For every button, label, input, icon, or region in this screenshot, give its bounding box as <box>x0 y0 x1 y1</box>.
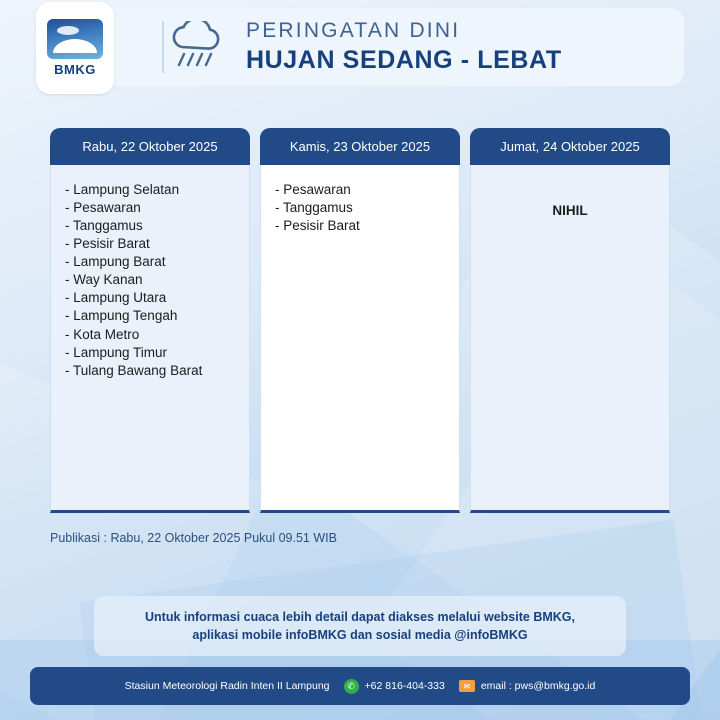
info-line-1: Untuk informasi cuaca lebih detail dapat diakses melalui website BMKG, <box>145 610 575 624</box>
column-date-header: Jumat, 24 Oktober 2025 <box>470 128 670 165</box>
footer-bar <box>30 667 690 705</box>
list-item: - Tanggamus <box>65 218 143 234</box>
info-line-2: aplikasi mobile infoBMKG dan sosial media @infoBMKG <box>192 628 528 643</box>
title-main: PERINGATAN DINI <box>246 19 461 43</box>
station-name: Stasiun Meteorologi Radin Inten II Lampung <box>124 680 330 692</box>
nihil-label: NIHIL <box>552 203 588 218</box>
list-item: - Kota Metro <box>65 326 140 342</box>
header-title-block <box>246 20 562 74</box>
column-region-list <box>260 165 460 513</box>
phone-number: +62 816-404-333 <box>364 680 445 692</box>
column-date-header: Rabu, 22 Oktober 2025 <box>50 128 250 165</box>
bmkg-logo-card <box>36 2 114 94</box>
list-item: - Pesawaran <box>275 182 351 197</box>
whatsapp-contact[interactable] <box>344 679 445 694</box>
list-item: - Tanggamus <box>275 200 353 216</box>
rain-cloud-icon <box>166 21 228 73</box>
column-region-list <box>470 165 670 513</box>
column-region-list <box>50 165 250 513</box>
list-item: - Lampung Timur <box>65 344 168 360</box>
info-box <box>94 596 626 656</box>
forecast-column <box>470 128 670 513</box>
list-item: - Lampung Tengah <box>65 308 178 324</box>
header-banner <box>36 8 684 86</box>
email-address: email : pws@bmkg.go.id <box>480 680 596 692</box>
bmkg-logo-icon <box>47 19 103 59</box>
list-item: - Way Kanan <box>65 272 143 288</box>
publication-timestamp: Publikasi : Rabu, 22 Oktober 2025 Pukul 09.51 WIB <box>50 531 337 545</box>
list-item: - Pesisir Barat <box>275 218 360 234</box>
email-icon: ✉ <box>459 680 475 692</box>
forecast-columns <box>50 128 670 513</box>
whatsapp-icon: ✆ <box>344 679 359 694</box>
list-item: - Lampung Utara <box>65 290 167 306</box>
forecast-column <box>260 128 460 513</box>
list-item: - Lampung Selatan <box>65 182 180 197</box>
list-item: - Pesisir Barat <box>65 236 150 252</box>
list-item: - Lampung Barat <box>65 254 166 270</box>
list-item: - Tulang Bawang Barat <box>65 362 203 378</box>
column-date-header: Kamis, 23 Oktober 2025 <box>260 128 460 165</box>
list-item: - Pesawaran <box>65 200 141 216</box>
bmkg-logo-label: BMKG <box>54 62 96 77</box>
header-divider <box>162 21 164 73</box>
title-sub: HUJAN SEDANG - LEBAT <box>246 45 562 74</box>
forecast-column <box>50 128 250 513</box>
email-contact[interactable] <box>459 680 596 692</box>
